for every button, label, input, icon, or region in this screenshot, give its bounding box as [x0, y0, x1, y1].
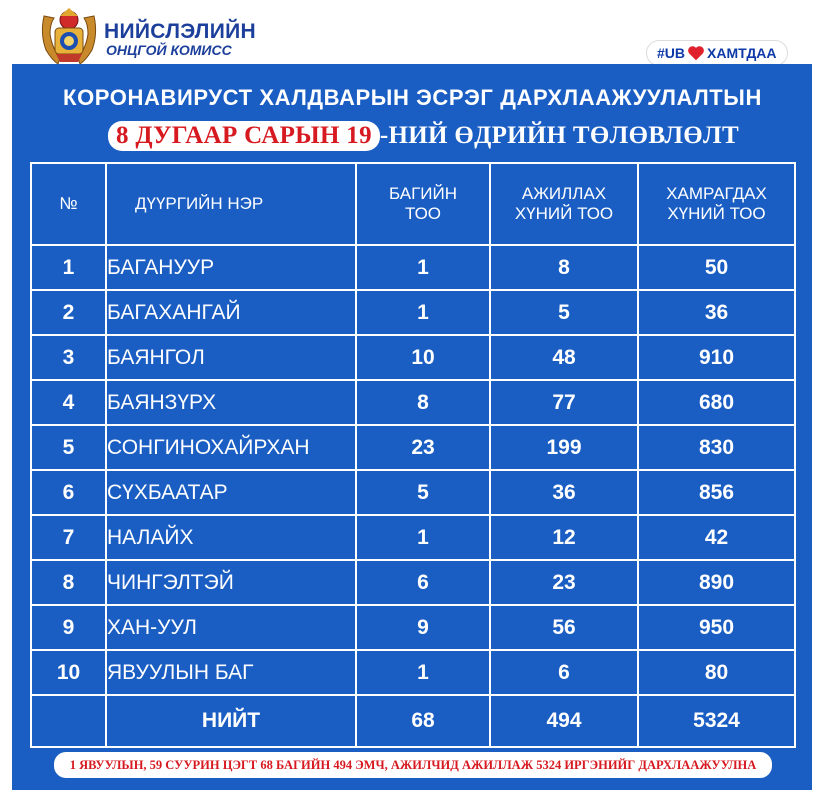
row-number: 1: [31, 245, 106, 290]
district-name: СОНГИНОХАЙРХАН: [106, 425, 356, 470]
total-covered: 5324: [638, 695, 795, 747]
table-row: [31, 245, 795, 290]
table-header-row: [31, 163, 795, 245]
table-row: [31, 515, 795, 560]
table-row: [31, 605, 795, 650]
table-row: [31, 425, 795, 470]
district-name: БАГАНУУР: [106, 245, 356, 290]
row-number: 10: [31, 650, 106, 695]
workers-count: 36: [490, 470, 638, 515]
table-row: [31, 290, 795, 335]
summary-banner: [54, 752, 772, 778]
district-name: БАГАХАНГАЙ: [106, 290, 356, 335]
total-row: [31, 695, 795, 747]
row-number: 7: [31, 515, 106, 560]
workers-count: 199: [490, 425, 638, 470]
covered-count: 890: [638, 560, 795, 605]
workers-count: 56: [490, 605, 638, 650]
header-teams: [356, 163, 490, 245]
workers-count: 23: [490, 560, 638, 605]
district-name: ЧИНГЭЛТЭЙ: [106, 560, 356, 605]
total-empty-cell: [31, 695, 106, 747]
workers-count: 5: [490, 290, 638, 335]
header-district: [106, 163, 356, 245]
header-covered: [638, 163, 795, 245]
header-teams-l1: БАГИЙН: [388, 184, 458, 203]
workers-count: 8: [490, 245, 638, 290]
header-workers-l2: ХҮНИЙ ТОО: [514, 204, 614, 223]
teams-count: 9: [356, 605, 490, 650]
workers-count: 12: [490, 515, 638, 560]
org-name-line2: ОНЦГОЙ КОМИСС: [106, 42, 232, 58]
header-no: №: [31, 163, 106, 245]
table-row: [31, 560, 795, 605]
teams-count: 1: [356, 515, 490, 560]
covered-count: 36: [638, 290, 795, 335]
vaccination-plan-table: [30, 162, 796, 748]
total-teams: 68: [356, 695, 490, 747]
row-number: 8: [31, 560, 106, 605]
total-label: НИЙТ: [106, 695, 356, 747]
teams-count: 1: [356, 290, 490, 335]
teams-count: 6: [356, 560, 490, 605]
hashtag-badge: [646, 40, 788, 66]
title-line1: КОРОНАВИРУСТ ХАЛДВАРЫН ЭСРЭГ ДАРХЛААЖУУЛАЛТЫН: [63, 85, 762, 110]
covered-count: 42: [638, 515, 795, 560]
workers-count: 48: [490, 335, 638, 380]
row-number: 6: [31, 470, 106, 515]
row-number: 3: [31, 335, 106, 380]
teams-count: 23: [356, 425, 490, 470]
total-workers: 494: [490, 695, 638, 747]
workers-count: 77: [490, 380, 638, 425]
table-row: [31, 380, 795, 425]
header-covered-l1: ХАМРАГДАХ: [666, 184, 767, 203]
hashtag-suffix: ХАМТДАА: [707, 45, 777, 61]
summary-text: 1 ЯВУУЛЫН, 59 СУУРИН ЦЭГТ 68 БАГИЙН 494 ЭМЧ, АЖИЛЧИД АЖИЛЛАЖ 5324 ИРГЭНИЙГ ДАРХЛААЖУУЛНА: [69, 757, 757, 772]
district-name: СҮХБААТАР: [106, 470, 356, 515]
row-number: 2: [31, 290, 106, 335]
title-line2-rest: -НИЙ ӨДРИЙН ТӨЛӨВЛӨЛТ: [379, 122, 739, 149]
district-name: ХАН-УУЛ: [106, 605, 356, 650]
district-name: БАЯНЗҮРХ: [106, 380, 356, 425]
header-bar: [0, 0, 825, 66]
row-number: 9: [31, 605, 106, 650]
header-teams-l2: ТОО: [404, 204, 442, 223]
title-line2: [108, 120, 739, 152]
date-highlight: 8 ДУГААР САРЫН 19: [108, 121, 380, 151]
district-name: ЯВУУЛЫН БАГ: [106, 650, 356, 695]
teams-count: 1: [356, 245, 490, 290]
covered-count: 80: [638, 650, 795, 695]
covered-count: 910: [638, 335, 795, 380]
workers-count: 6: [490, 650, 638, 695]
row-number: 5: [31, 425, 106, 470]
covered-count: 50: [638, 245, 795, 290]
teams-count: 8: [356, 380, 490, 425]
covered-count: 950: [638, 605, 795, 650]
emblem-logo: [38, 6, 100, 68]
row-number: 4: [31, 380, 106, 425]
header-covered-l2: ХҮНИЙ ТОО: [667, 204, 766, 223]
district-name: БАЯНГОЛ: [106, 335, 356, 380]
covered-count: 680: [638, 380, 795, 425]
header-district-label: ДҮҮРГИЙН НЭР: [135, 194, 264, 213]
district-name: НАЛАЙХ: [106, 515, 356, 560]
teams-count: 1: [356, 650, 490, 695]
table-row: [31, 650, 795, 695]
hashtag-prefix: #UB: [657, 45, 686, 61]
org-name-line1: НИЙСЛЭЛИЙН: [104, 20, 256, 43]
table-row: [31, 335, 795, 380]
teams-count: 10: [356, 335, 490, 380]
header-workers: [490, 163, 638, 245]
covered-count: 856: [638, 470, 795, 515]
table-row: [31, 470, 795, 515]
header-workers-l1: АЖИЛЛАХ: [521, 184, 607, 203]
teams-count: 5: [356, 470, 490, 515]
covered-count: 830: [638, 425, 795, 470]
heart-icon: [687, 45, 705, 61]
